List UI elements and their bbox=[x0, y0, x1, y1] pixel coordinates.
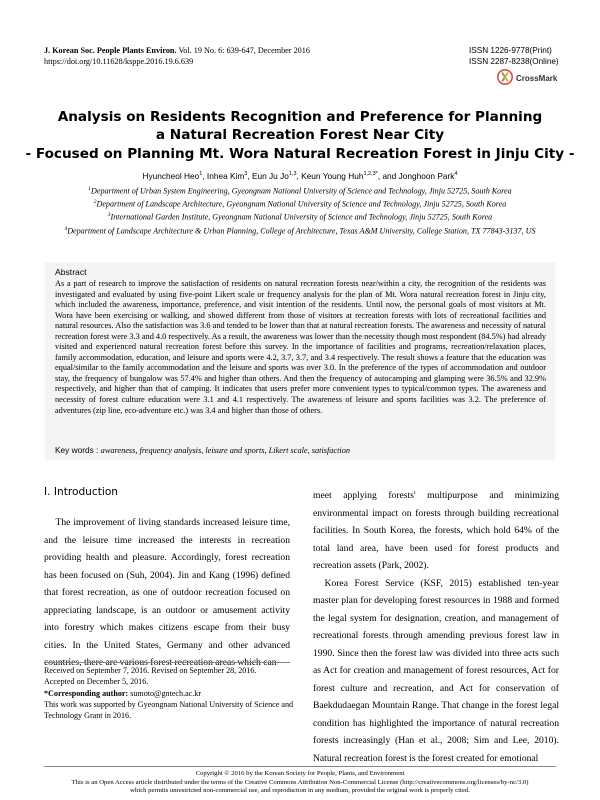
journal-abbrev: J. Korean Soc. People Plants Environ. bbox=[44, 46, 177, 55]
body-paragraph: The improvement of living standards increased leisure time, and the leisure time increased the interests in recreation providing health and pleasure. Accordingly, forest recreation has been focused on (Suh, 2004). Jin and Kang (1996) defined that forest recreation, as one of outdoor recreation focused on appreciating landscape, is an outdoor or amusement activity into forestry which makes citizens escape from their busy cities. In the United States, Germany and other advanced countries, there are various forest recreation areas which can bbox=[44, 517, 290, 668]
affiliation-list bbox=[20, 184, 580, 237]
corresponding-email[interactable]: sumoto@gntech.ac.kr bbox=[130, 688, 202, 698]
title-line-1: Analysis on Residents Recognition and Preference for Planning bbox=[57, 109, 543, 125]
affiliation-mark: 4 bbox=[64, 225, 68, 232]
issn-block bbox=[469, 45, 559, 67]
left-column bbox=[44, 514, 290, 672]
author-affiliation-mark: 1 bbox=[199, 171, 203, 178]
corresponding-label: *Corresponding author: bbox=[44, 688, 129, 698]
volume-info: Vol. 19 No. 6: 639-647, December 2016 bbox=[178, 46, 310, 55]
issn-online: ISSN 2287-8238(Online) bbox=[469, 57, 559, 66]
footnotes bbox=[44, 665, 294, 721]
accepted-date: Accepted on December 5, 2016. bbox=[44, 677, 149, 687]
right-column bbox=[313, 487, 559, 767]
author-affiliation-mark: 1,3 bbox=[288, 171, 297, 178]
title-line-2: a Natural Recreation Forest Near City bbox=[155, 127, 445, 143]
license-terms: which permits unrestricted non-commercial use, and reproduction in any medium, provided the original work is properly cited. bbox=[130, 787, 470, 795]
corresponding-author bbox=[44, 688, 294, 699]
author-name: Jonghoon Park bbox=[398, 171, 455, 181]
copyright-block bbox=[40, 770, 560, 796]
author-name: Keun Young Huh bbox=[301, 171, 364, 181]
affiliation-text: International Garden Institute, Gyeongnam National University of Science and Technology, Jinju 52725, South Korea bbox=[110, 213, 493, 223]
affiliation bbox=[20, 210, 580, 223]
affiliation-mark: 2 bbox=[93, 199, 97, 206]
footnote-divider bbox=[44, 662, 290, 663]
journal-header bbox=[44, 45, 310, 67]
subtitle: - Focused on Planning Mt. Wora Natural Recreation Forest in Jinju City - bbox=[25, 146, 575, 162]
keywords-label: Key words : bbox=[55, 445, 99, 455]
affiliation-mark: 3 bbox=[107, 212, 111, 219]
crossmark-badge[interactable] bbox=[497, 69, 557, 87]
author-affiliation-mark: 4 bbox=[454, 171, 458, 178]
copyright-line: Copyright © 2016 by the Korean Society for People, Plants, and Environment bbox=[195, 770, 405, 777]
affiliation bbox=[20, 224, 580, 237]
issn-print: ISSN 1226-9778(Print) bbox=[469, 46, 552, 55]
crossmark-icon bbox=[497, 69, 513, 87]
body-paragraph: Korea Forest Service (KSF, 2015) established ten-year master plan for developing forest resources in 1988 and formed the legal system for designation, creation, and management of recreational forests through amending previous forest law in 1990. Since then the forest law was divided into three acts such as Act for creation and management of forest resources, Act for forest culture and recreation, and Act for conservation of Baekdudaegan Mountain Range. That change in the forest legal condition has highlighted the importance of natural recreation forests increasingly (Han et al., 2008; Sim and Lee, 2010). Natural recreation forest is the forest created for emotional bbox=[313, 577, 559, 764]
author-name: Eun Ju Jo bbox=[251, 171, 289, 181]
author-list: Hyuncheol Heo$^1$, Inhea Kim$^3$, Eun Ju Jo$^{1,3}$, Keun Young Huh$^{1,2,3*}$, and Jonghoon Park$^4$ bbox=[142, 171, 458, 181]
affiliation-text: Department of Landscape Architecture, Gyeongnam National University of Science and Technology, Jinju 52725, South Korea bbox=[96, 199, 507, 209]
affiliation bbox=[20, 197, 580, 210]
author-affiliation-mark: 3 bbox=[244, 171, 248, 178]
received-date: Received on September 7, 2016. Revised on September 28, 2016. bbox=[44, 666, 257, 675]
author-name: Hyuncheol Heo bbox=[142, 171, 200, 181]
journal-citation bbox=[44, 45, 310, 56]
affiliation bbox=[20, 184, 580, 197]
author-name: Inhea Kim bbox=[206, 171, 245, 181]
keywords-text: awareness, frequency analysis, leisure and sports, Likert scale, satisfaction bbox=[100, 446, 351, 455]
license-line[interactable]: This is an Open Access article distributed under the terms of the Creative Commons Attribution Non-Commercial License (http://creativecommons.org/licenses/by-nc/3.0) bbox=[71, 778, 529, 786]
affiliation-mark: 1 bbox=[88, 186, 92, 192]
funding-note: This work was supported by Gyeongnam National University of Science and Technology Grant in 2016. bbox=[44, 699, 294, 721]
author-affiliation-mark: 1,2,3* bbox=[363, 171, 378, 178]
abstract-text: As a part of research to improve the satisfaction of residents on natural recreation forests near/within a city, the recognition of the residents was investigated and evaluated by using five-point Likert scale or frequency analysis for the plan of Mt. Wora natural recreation forest in Jinju city, which included the awareness, importance, preference, and visit intention of the residents. Until now, the personal goals of most visitors at Mt. Wora have been exercising or walking, and showed different from those of visitors at recreation forests with lots of recreational facilities and natural resources. Also the satisfaction was 3.6 and tended to be lower than that at natural recreation forests. The awareness and necessity of natural recreation forest were 3.3 and 4.0 respectively. As a result, the awareness was lower than the necessity though most respondent (84.5%) had already visited and experienced natural recreation forest before this survey. In the importance of facilities and programs, recreation/relaxation places, family accommodation, education, and leisure and sports were 4.2, 3.7, 3.7, and 3.4 respectively. The result shows a feature that the education was equal/similar to the family accommodation and the leisure and sports was over 3.0. In the preference of the types of accommodation and outdoor stay, the frequency of bungalow was 57.4% and higher than others. And then the frequency of autocamping and glamping were 36.5% and 32.9% respectively, and higher than that of camping. It indicates that users prefer more convenient types to typical/common types. The awareness and necessity of forest culture education were 3.1 and 4.1 respectively. The awareness of leisure and sports facilities was 3.2. The preference of adventures (zip line, eco-adventure etc.) was 3.4 and higher than those of others. bbox=[55, 279, 546, 415]
abstract-heading: Abstract bbox=[55, 267, 87, 277]
keywords bbox=[55, 445, 546, 455]
doi-link[interactable]: https://doi.org/10.11628/ksppe.2016.19.6.639 bbox=[44, 57, 194, 66]
crossmark-label: CrossMark bbox=[516, 73, 558, 83]
body-paragraph: meet applying forests' multipurpose and minimizing environmental impact on forests through building recreational facilities. In South Korea, the forests, which hold 64% of the total land area, have been used for forest products and recreation assets (Park, 2002). bbox=[313, 490, 559, 571]
section-heading-introduction: Ⅰ. Introduction bbox=[44, 486, 119, 498]
affiliation-text: Department of Urban System Engineering, Gyeongnam National University of Science and Technology, Jinju 52725, South Korea bbox=[91, 186, 512, 196]
affiliation-text: Department of Landscape Architecture & Urban Planning, College of Architecture, Texas A&M University, College Station, TX 77843-3137, US bbox=[67, 226, 536, 236]
copyright-divider bbox=[44, 766, 556, 767]
